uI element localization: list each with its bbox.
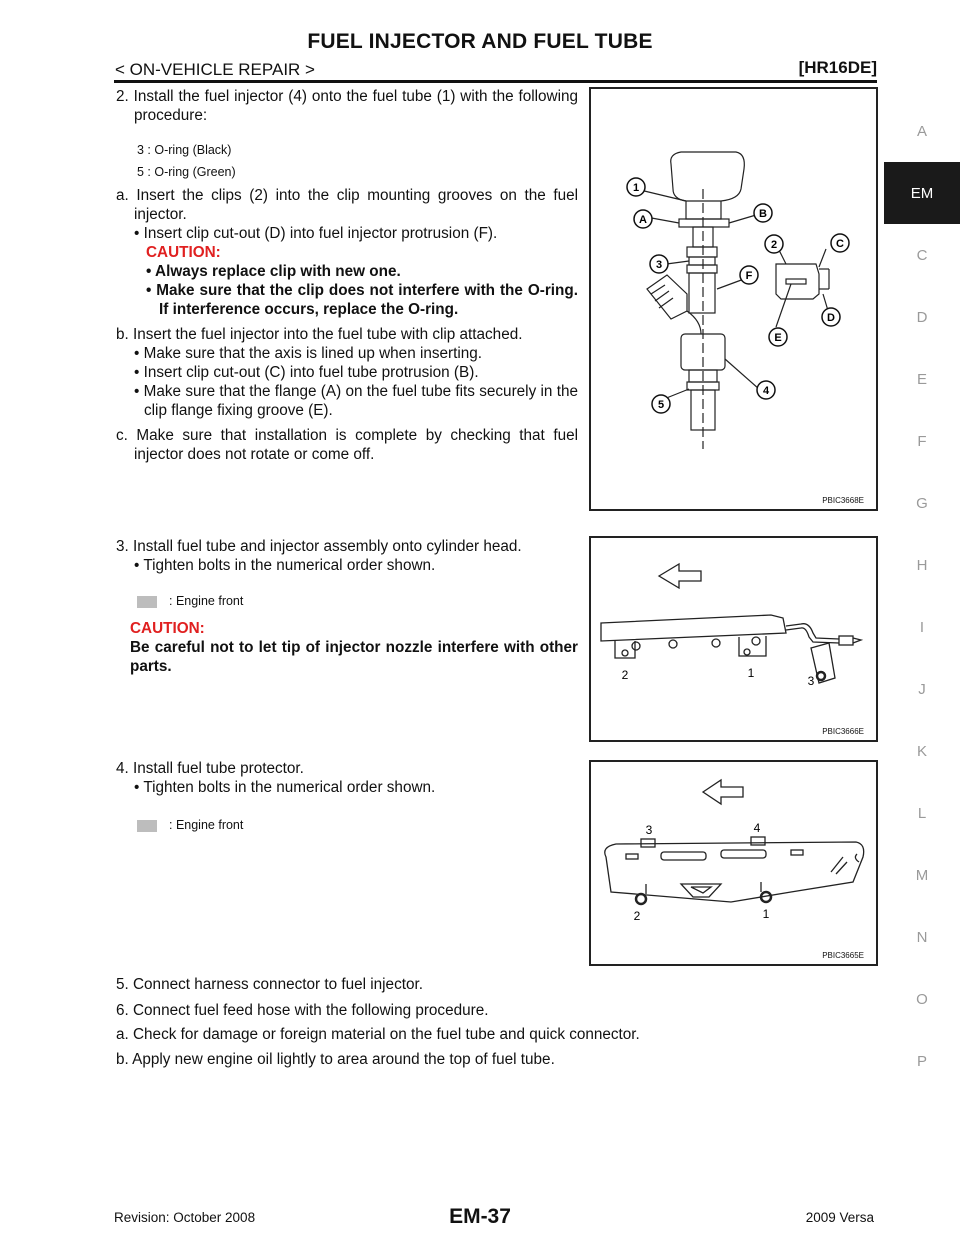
figure-code: PBIC3665E: [822, 951, 864, 960]
legend-item: 5 : O-ring (Green): [137, 165, 236, 179]
page-number: EM-37: [449, 1205, 511, 1228]
callout-B: [754, 204, 772, 222]
front-arrow-swatch: [137, 596, 157, 608]
section-tab-em: EM: [884, 162, 960, 224]
caution-item: • Always replace clip with new one.: [146, 263, 401, 280]
svg-text:A: A: [639, 214, 647, 226]
legend-item: : Engine front: [169, 594, 244, 608]
section-tab-c: C: [916, 246, 928, 264]
callout-2: [765, 235, 783, 253]
section-tabs: [884, 100, 960, 1092]
callout-4: [757, 381, 775, 399]
section-tab-o: O: [916, 990, 928, 1008]
bolt-order-3: 3: [807, 674, 815, 688]
injector-diagram: [591, 89, 876, 509]
step-4-bullet: • Tighten bolts in the numerical order shown.: [134, 779, 436, 796]
engine-front-arrow: [659, 564, 701, 588]
callout-C: [831, 234, 849, 252]
svg-text:3: 3: [655, 259, 663, 271]
step-3-caution: [130, 619, 578, 676]
figure-code: PBIC3666E: [822, 727, 864, 736]
step-3-legend: [137, 590, 437, 612]
front-arrow-swatch: [137, 820, 157, 832]
section-tab-n: N: [916, 928, 928, 946]
caution-list: [116, 262, 578, 319]
step-6: 6. Connect fuel feed hose with the following procedure.: [116, 1002, 489, 1019]
section-tab-m: M: [915, 866, 929, 884]
section-tab-p: P: [916, 1052, 927, 1070]
step-4-legend: [137, 814, 437, 836]
section-tab-l: L: [917, 804, 927, 822]
vehicle-model: 2009 Versa: [805, 1210, 874, 1225]
svg-text:2: 2: [770, 239, 778, 251]
section-tab-e: E: [916, 370, 927, 388]
fuel-tube-diagram: [591, 538, 876, 740]
svg-text:B: B: [759, 208, 767, 220]
revision-date: Revision: October 2008: [114, 1210, 256, 1225]
section-tab-h: H: [916, 556, 928, 574]
svg-text:4: 4: [762, 385, 770, 397]
legend-item: : Engine front: [169, 818, 244, 832]
caution-heading: CAUTION:: [146, 244, 221, 261]
step-5: 5. Connect harness connector to fuel injector.: [116, 976, 423, 993]
section-tab-a: A: [916, 122, 927, 140]
svg-text:E: E: [774, 332, 782, 344]
step-4: [116, 759, 578, 797]
step-2-legend: [137, 139, 437, 183]
bolt-order-4: 4: [753, 821, 761, 835]
step-2a: a. Insert the clips (2) into the clip mounting grooves on the fuel injector.: [116, 187, 578, 223]
callout-D: [822, 308, 840, 326]
step-2b-bullet: • Make sure that the flange (A) on the fuel tube fits securely in the clip flange fixing groove (E).: [134, 383, 578, 419]
callout-A: [634, 210, 652, 228]
callout-3: [650, 255, 668, 273]
section-tab-j: J: [918, 680, 926, 698]
bolt-order-2: 2: [633, 909, 641, 923]
step-2-substeps: [116, 186, 578, 464]
bolt-order-3: 3: [645, 823, 653, 837]
figure-injector-assembly: [589, 87, 878, 511]
step-2b: b. Insert the fuel injector into the fuel tube with clip attached.: [116, 326, 523, 343]
figure-code: PBIC3668E: [822, 496, 864, 505]
step-3-bullet: • Tighten bolts in the numerical order shown.: [134, 557, 436, 574]
bolt-order-2: 2: [621, 668, 629, 682]
caution-text: Be careful not to let tip of injector nozzle interfere with other parts.: [130, 639, 578, 675]
figure-protector-bolts: [589, 760, 878, 966]
legend-item: 3 : O-ring (Black): [137, 143, 232, 157]
step-3: [116, 537, 578, 575]
section-tab-k: K: [916, 742, 927, 760]
section-tab-g: G: [916, 494, 928, 512]
callout-E: [769, 328, 787, 346]
step-6b: b. Apply new engine oil lightly to area around the top of fuel tube.: [116, 1051, 555, 1068]
section-tab-f: F: [917, 432, 927, 450]
engine-code: [HR16DE]: [798, 58, 877, 77]
step-2-text: 2. Install the fuel injector (4) onto the fuel tube (1) with the following procedure:: [116, 88, 578, 124]
protector-diagram: [591, 762, 876, 964]
header-rule: [114, 80, 877, 83]
step-2b-bullet: • Insert clip cut-out (C) into fuel tube protrusion (B).: [134, 364, 479, 381]
svg-text:1: 1: [632, 182, 640, 194]
section-label: < ON-VEHICLE REPAIR >: [115, 60, 315, 79]
caution-item: • Make sure that the clip does not interfere with the O-ring. If interference occurs, replace the O-ring.: [146, 282, 578, 318]
svg-text:5: 5: [657, 399, 665, 411]
svg-text:D: D: [827, 312, 835, 324]
callout-F: [740, 266, 758, 284]
section-tab-i: I: [919, 618, 925, 636]
step-2: [116, 87, 578, 125]
callout-1: [627, 178, 645, 196]
step-2a-bullet: • Insert clip cut-out (D) into fuel injector protrusion (F).: [134, 225, 498, 242]
step-3-text: 3. Install fuel tube and injector assembly onto cylinder head.: [116, 538, 522, 555]
step-4-text: 4. Install fuel tube protector.: [116, 760, 304, 777]
section-tab-d: D: [916, 308, 928, 326]
callout-5: [652, 395, 670, 413]
engine-front-arrow: [703, 780, 743, 804]
step-2c: c. Make sure that installation is complete by checking that fuel injector does not rotate or come off.: [116, 427, 578, 463]
svg-text:C: C: [836, 238, 844, 250]
svg-text:F: F: [745, 270, 753, 282]
step-2b-bullet: • Make sure that the axis is lined up when inserting.: [134, 345, 483, 362]
caution-heading: CAUTION:: [130, 620, 205, 637]
step-6a: a. Check for damage or foreign material on the fuel tube and quick connector.: [116, 1026, 640, 1043]
page-title: FUEL INJECTOR AND FUEL TUBE: [307, 30, 653, 53]
figure-fuel-tube-bolts: [589, 536, 878, 742]
bolt-order-1: 1: [747, 666, 755, 680]
bolt-order-1: 1: [762, 907, 770, 921]
